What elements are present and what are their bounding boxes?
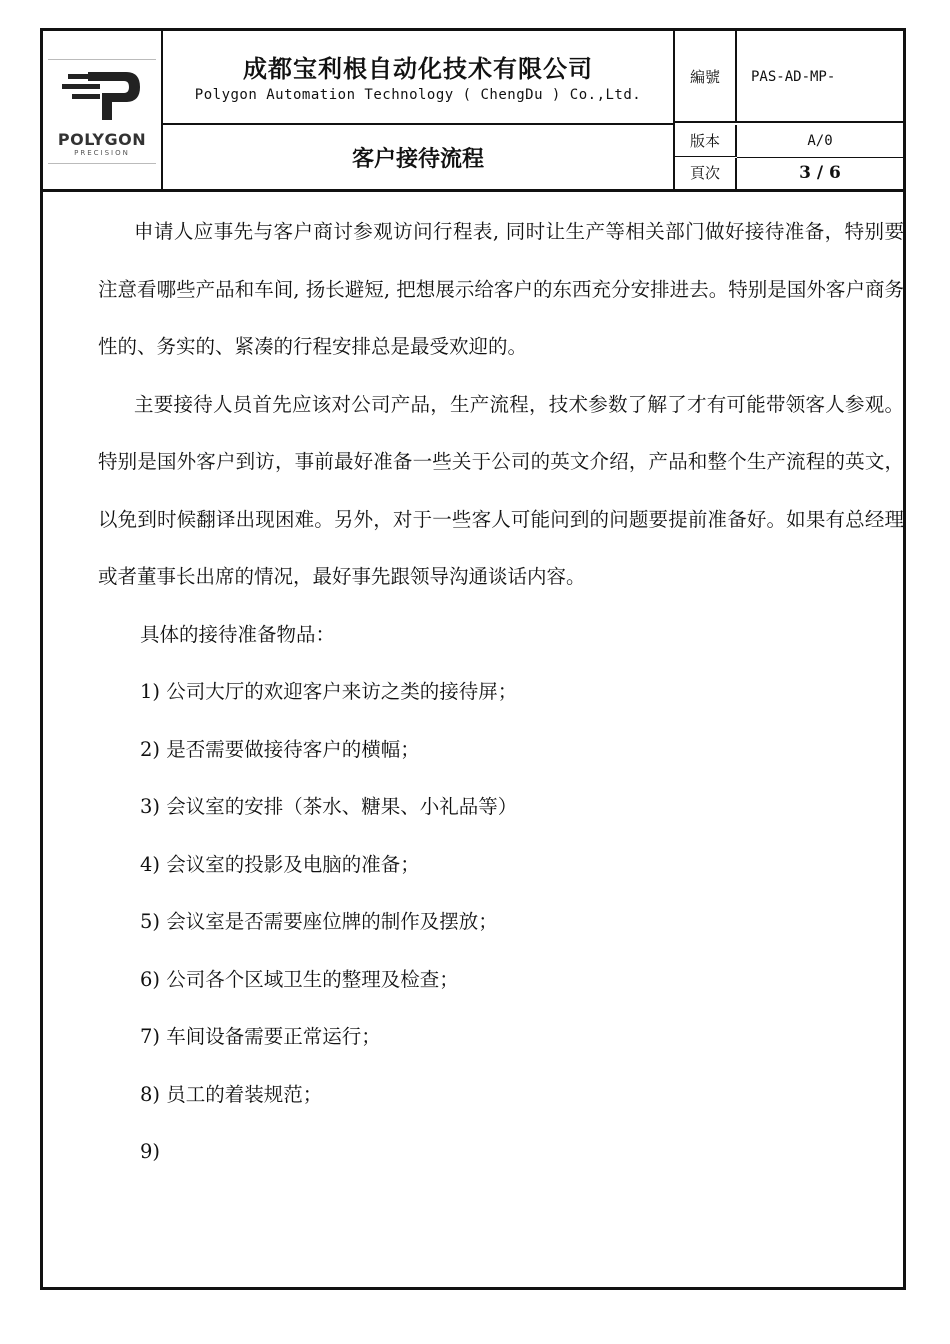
document-body [98,203,904,1181]
company-name-cn: 成都宝利根自动化技术有限公司 [243,55,593,83]
logo-subtitle: PRECISION [74,149,130,157]
list-item: 9) [140,1140,161,1163]
list-item: 4) 会议室的投影及电脑的准备； [140,852,420,876]
list-item: 3) 会议室的安排（茶水、糖果、小礼品等） [140,795,518,818]
logo-cell [43,31,163,189]
body-paragraph: 申请人应事先与客户商讨参观访问行程表, 同时让生产等相关部门做好接待准备，特别要注意看哪些产品和车间, 扬长避短, 把想展示给客户的东西充分安排进去。特别是国外客户商务性的、务实的、紧凑的行程安排总是最受欢迎的。 [98,220,904,358]
doc-number-label: 編號 [675,31,737,123]
version-label: 版本 [675,125,737,157]
list-item: 1) 公司大厅的欢迎客户来访之类的接待屏； [140,680,518,703]
list-item: 5) 会议室是否需要座位牌的制作及摆放； [140,910,498,933]
list-title: 具体的接待准备物品： [140,622,336,646]
list-item: 2) 是否需要做接待客户的横幅； [140,737,420,761]
company-logo [48,59,156,164]
polygon-logo-icon [48,60,156,128]
list-item: 8) 员工的着装规范； [140,1082,323,1106]
page-value: 3 / 6 [799,163,841,183]
doc-title-cell [163,125,675,189]
company-name-cell [163,31,675,125]
document-frame [40,28,906,1290]
list-item: 7) 车间设备需要正常运行； [140,1025,381,1048]
logo-wordmark: POLYGON [57,130,147,149]
list-item: 6) 公司各个区域卫生的整理及检查； [140,967,459,991]
document-title: 客户接待流程 [351,147,484,172]
version-value: A/0 [737,125,903,158]
document-header [43,31,903,192]
doc-number-value: PAS-AD-MP- [737,31,903,123]
company-name-en: Polygon Automation Technology ( ChengDu ) Co.,Ltd. [194,87,642,103]
body-paragraph: 主要接待人员首先应该对公司产品，生产流程，技术参数了解了才有可能带领客人参观。特别是国外客户到访，事前最好准备一些关于公司的英文介绍，产品和整个生产流程的英文，以免到时候翻译出现困难。另外，对于一些客人可能问到的问题要提前准备好。如果有总经理或者董事长出席的情况，最好事先跟领导沟通谈话内容。 [98,392,904,588]
page-label: 頁次 [675,158,737,189]
